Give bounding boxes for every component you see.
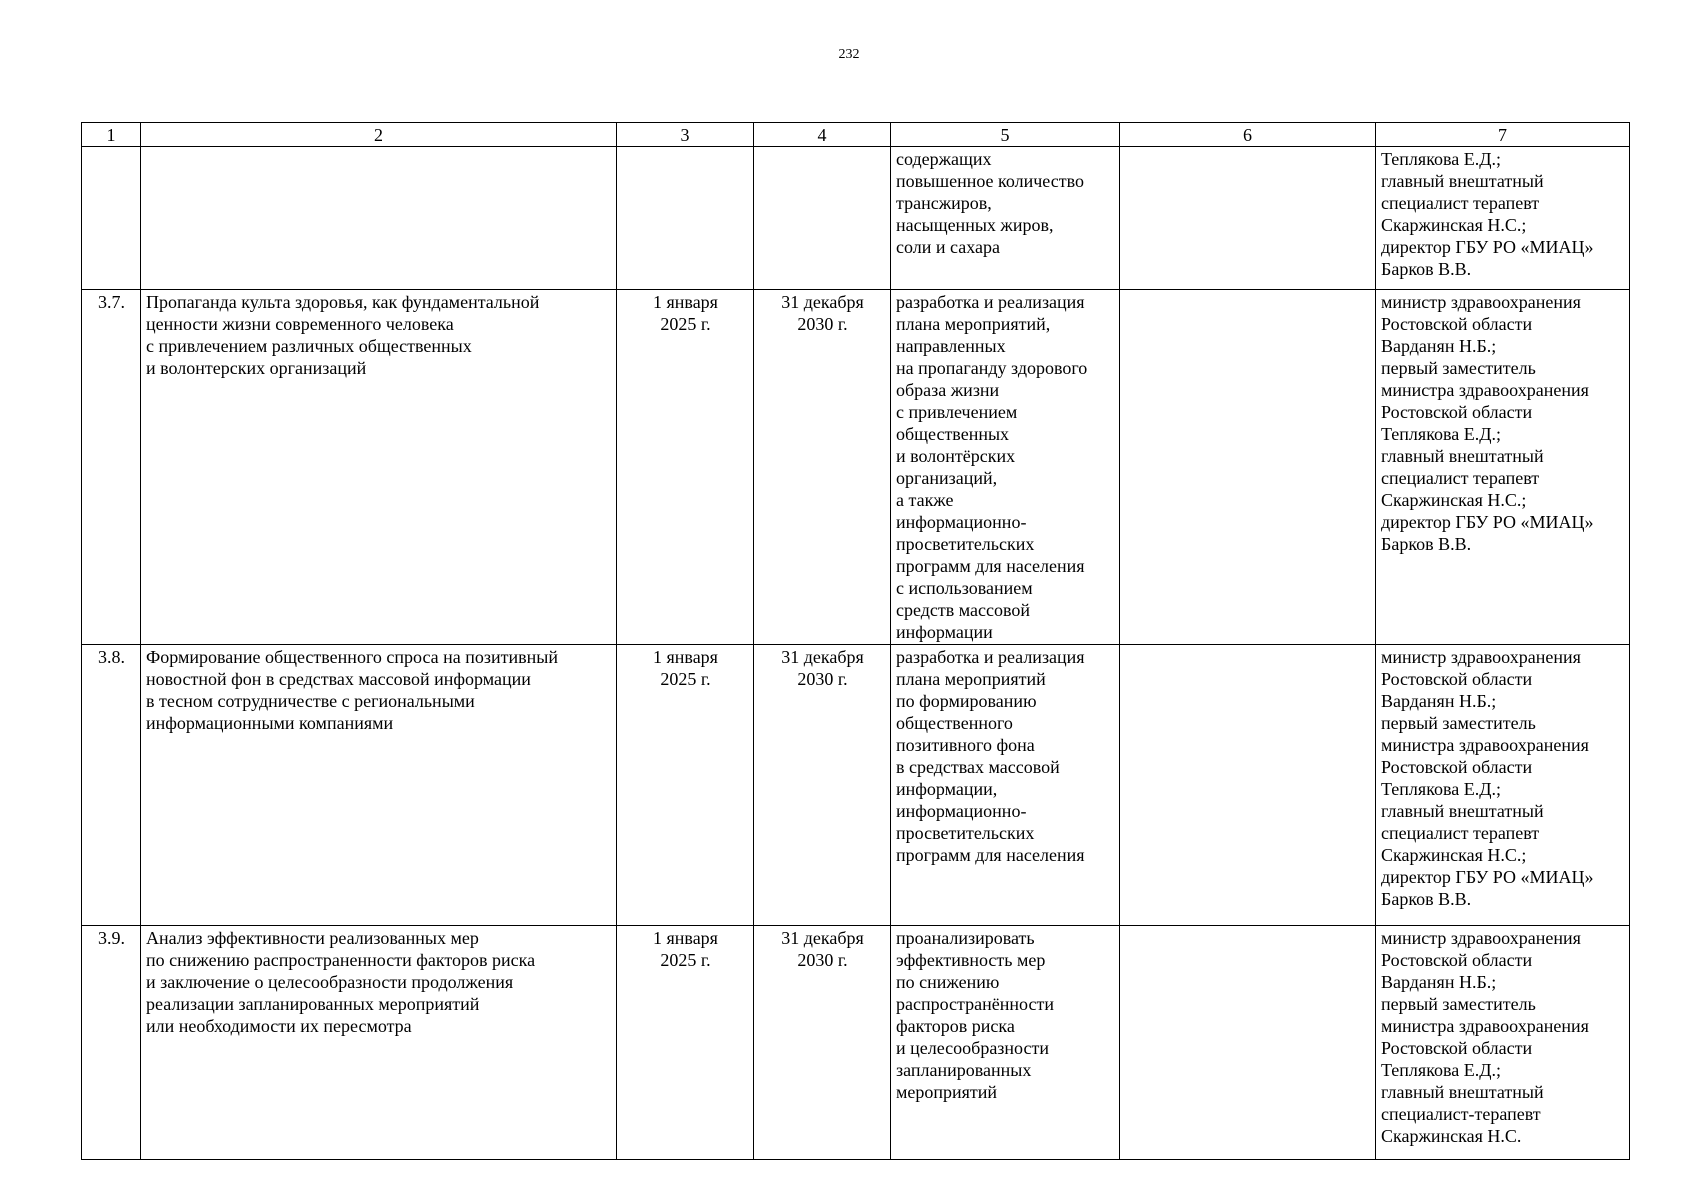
end-date-cell (754, 147, 891, 290)
col6-cell (1120, 926, 1376, 1160)
table-row (82, 645, 1630, 926)
responsible-cell: министр здравоохранения Ростовской области Варданян Н.Б.; первый заместитель министра здравоохранения Ростовской области Теплякова Е.Д.; главный внештатный специалист терапевт Скаржинская Н.С.; директор ГБУ РО «МИАЦ» Барков В.В. (1376, 290, 1630, 645)
result-cell: проанализировать эффективность мер по снижению распространённости факторов риска и целесообразности запланированных мероприятий (891, 926, 1120, 1160)
table-row (82, 926, 1630, 1160)
end-date-cell: 31 декабря 2030 г. (754, 290, 891, 645)
responsible-cell: министр здравоохранения Ростовской области Варданян Н.Б.; первый заместитель министра здравоохранения Ростовской области Теплякова Е.Д.; главный внештатный специалист терапевт Скаржинская Н.С.; директор ГБУ РО «МИАЦ» Барков В.В. (1376, 645, 1630, 926)
start-date-cell (617, 147, 754, 290)
header-col-6: 6 (1120, 123, 1376, 147)
start-date-cell: 1 января 2025 г. (617, 290, 754, 645)
event-cell: Анализ эффективности реализованных мер по снижению распространенности факторов риска и заключение о целесообразности продолжения реализации запланированных мероприятий или необходимости их пересмотра (141, 926, 617, 1160)
row-number: 3.9. (82, 926, 141, 1160)
event-cell: Пропаганда культа здоровья, как фундаментальной ценности жизни современного человека с привлечением различных общественных и волонтерских организаций (141, 290, 617, 645)
page-number: 232 (838, 47, 860, 62)
header-col-5: 5 (891, 123, 1120, 147)
event-cell (141, 147, 617, 290)
col6-cell (1120, 290, 1376, 645)
header-col-1: 1 (82, 123, 141, 147)
result-cell: содержащих повышенное количество трансжиров, насыщенных жиров, соли и сахара (891, 147, 1120, 290)
col6-cell (1120, 147, 1376, 290)
start-date-cell: 1 января 2025 г. (617, 645, 754, 926)
result-cell: разработка и реализация плана мероприятий, направленных на пропаганду здорового образа жизни с привлечением общественных и волонтёрских организаций, а также информационно- просветительских программ для населения с использованием средств массовой информации (891, 290, 1120, 645)
header-col-7: 7 (1376, 123, 1630, 147)
table-row (82, 290, 1630, 645)
end-date-cell: 31 декабря 2030 г. (754, 926, 891, 1160)
row-number: 3.8. (82, 645, 141, 926)
col6-cell (1120, 645, 1376, 926)
table-row (82, 147, 1630, 290)
event-cell: Формирование общественного спроса на позитивный новостной фон в средствах массовой информации в тесном сотрудничестве с региональными информационными компаниями (141, 645, 617, 926)
header-col-3: 3 (617, 123, 754, 147)
responsible-cell: министр здравоохранения Ростовской области Варданян Н.Б.; первый заместитель министра здравоохранения Ростовской области Теплякова Е.Д.; главный внештатный специалист-терапевт Скаржинская Н.С. (1376, 926, 1630, 1160)
plan-table (81, 122, 1630, 1160)
start-date-cell: 1 января 2025 г. (617, 926, 754, 1160)
row-number: 3.7. (82, 290, 141, 645)
end-date-cell: 31 декабря 2030 г. (754, 645, 891, 926)
header-col-2: 2 (141, 123, 617, 147)
header-row (82, 123, 1630, 147)
header-col-4: 4 (754, 123, 891, 147)
result-cell: разработка и реализация плана мероприятий по формированию общественного позитивного фона в средствах массовой информации, информационно- просветительских программ для населения (891, 645, 1120, 926)
responsible-cell: Теплякова Е.Д.; главный внештатный специалист терапевт Скаржинская Н.С.; директор ГБУ РО «МИАЦ» Барков В.В. (1376, 147, 1630, 290)
row-number (82, 147, 141, 290)
